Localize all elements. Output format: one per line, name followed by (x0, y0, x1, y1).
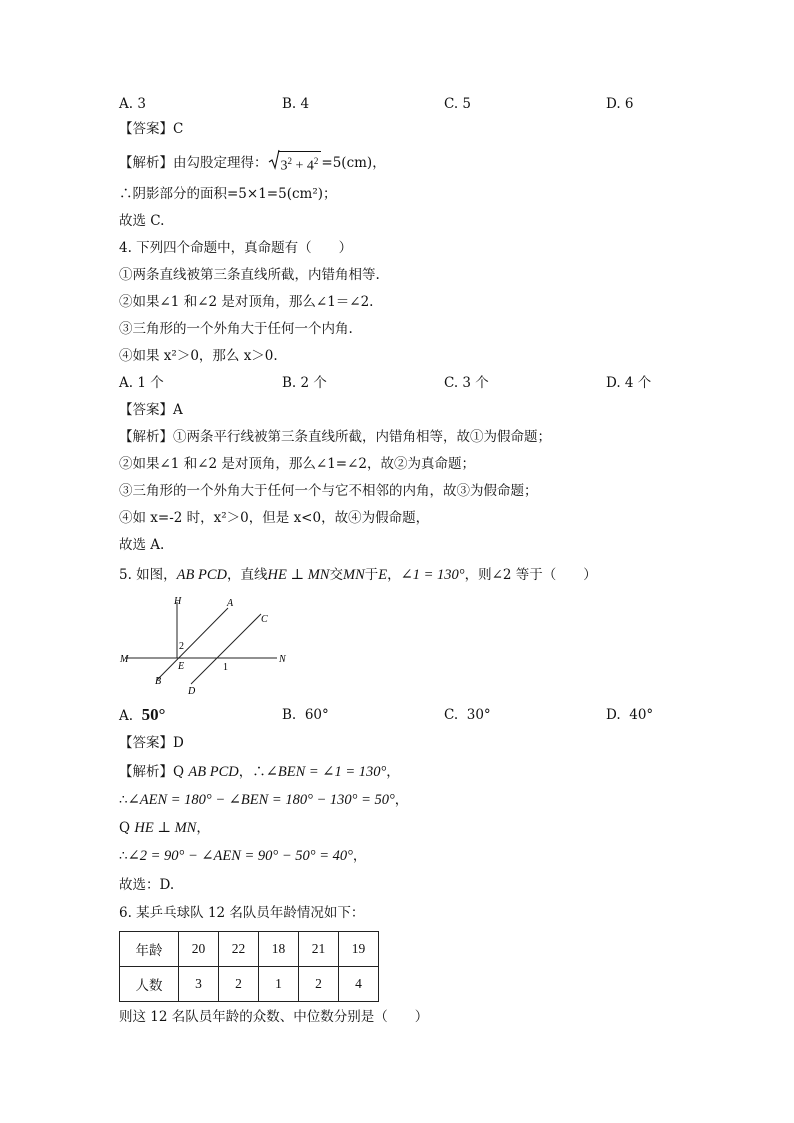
q5-stem-parallel: AB PCD (176, 567, 228, 583)
q5-option-a (119, 706, 165, 725)
q3-choose: 故选 C. (119, 213, 165, 229)
q5-option-c-letter: C. (444, 707, 459, 723)
q5-ana3c: ， (196, 820, 210, 836)
table-cell: 22 (219, 932, 259, 967)
q5-choose: 故选：D. (119, 877, 175, 893)
q4-item-4: ④如果 x²＞0，那么 x＞0. (119, 348, 278, 364)
radicand-b: 4 (306, 158, 314, 174)
q3-analysis (119, 151, 386, 176)
radicand-a: 3 (280, 158, 288, 174)
q5-option-a-letter: A. (119, 708, 134, 724)
table-cell: 21 (299, 932, 339, 967)
q5-ana2c: ， (394, 792, 409, 808)
q5-stem (119, 566, 597, 584)
q3-analysis-result: =5(cm)， (321, 154, 386, 171)
q5-analysis-head: 【解析】 (119, 764, 173, 780)
q5-option-b-value: 60° (304, 707, 329, 723)
q4-analysis-1: 【解析】①两条平行线被第三条直线所截，内错角相等，故①为假命题； (119, 429, 551, 445)
q5-option-b (282, 706, 329, 724)
label-h: H (174, 596, 182, 607)
q5-option-b-letter: B. (282, 707, 297, 723)
q4-analysis-2: ②如果∠1 和∠2 是对顶角，那么∠1=∠2，故②为真命题； (119, 456, 475, 472)
label-m: M (120, 654, 129, 665)
q3-area-line: ∴阴影部分的面积=5×1=5(cm²)； (119, 186, 337, 202)
table-row (120, 932, 379, 967)
line-cd (191, 614, 261, 684)
q6-stem: 6. 某乒乓球队 12 名队员年龄情况如下： (119, 905, 365, 921)
table-cell: 3 (179, 967, 219, 1002)
q5-analysis-4 (119, 847, 366, 865)
table-cell: 19 (339, 932, 379, 967)
q5-stem-e: E (378, 567, 388, 583)
q5-analysis-1 (119, 763, 400, 781)
q3-option-a: A. 3 (119, 96, 146, 112)
q5-option-c-value: 30° (466, 707, 491, 723)
q5-stem-g: ，则∠2 等于（ ） (464, 567, 597, 583)
q5-option-d-value: 40° (629, 707, 654, 723)
geometry-figure (115, 592, 300, 702)
q3-option-b: B. 4 (282, 96, 310, 112)
q3-option-d: D. 6 (606, 96, 634, 112)
table-cell: 2 (299, 967, 339, 1002)
q6-question: 则这 12 名队员年龄的众数、中位数分别是（ ） (119, 1009, 429, 1025)
q3-answer: 【答案】C (119, 121, 184, 137)
q5-analysis-2 (119, 791, 408, 809)
table-header-age: 年龄 (120, 932, 179, 967)
q5-stem-a: 5. 如图， (119, 567, 177, 583)
q5-stem-d: 于 (364, 567, 379, 583)
q4-analysis-3: ③三角形的一个外角大于任何一个与它不相邻的内角，故③为假命题； (119, 483, 538, 499)
table-cell: 1 (259, 967, 299, 1002)
table-cell: 4 (339, 967, 379, 1002)
exponent-b: 2 (313, 156, 319, 166)
q5-option-d-letter: D. (606, 707, 621, 723)
table-cell: 20 (179, 932, 219, 967)
q5-ana4c: ， (352, 848, 367, 864)
q5-analysis-3 (119, 819, 210, 837)
q5-answer: 【答案】D (119, 735, 184, 751)
table-header-count: 人数 (120, 967, 179, 1002)
q4-stem: 4. 下列四个命题中，真命题有（ ） (119, 240, 353, 256)
q5-ana4b: ∠2 = 90° − ∠AEN = 90° − 50° = 40° (127, 848, 353, 864)
q5-stem-b: ，直线 (227, 567, 268, 583)
table-cell: 2 (219, 967, 259, 1002)
q4-option-b: B. 2 个 (282, 375, 327, 391)
therefore-symbol-2: ∴ (119, 848, 128, 864)
line-ab (157, 608, 228, 680)
q3-option-c: C. 5 (444, 96, 472, 112)
label-n: N (279, 654, 286, 665)
q5-stem-angle: ∠1 = 130° (400, 567, 465, 583)
label-c: C (261, 614, 268, 625)
q5-option-d (606, 706, 653, 724)
q5-stem-f: ， (387, 567, 401, 583)
q4-item-3: ③三角形的一个外角大于任何一个内角. (119, 321, 353, 337)
q4-item-2: ②如果∠1 和∠2 是对顶角，那么∠1＝∠2. (119, 294, 374, 310)
q5-ana1d: ， (386, 764, 400, 780)
table-cell: 18 (259, 932, 299, 967)
age-table (119, 931, 379, 1002)
q5-stem-mn: MN (342, 567, 365, 583)
q3-analysis-prefix: 【解析】由勾股定理得： (119, 154, 268, 171)
q4-option-a: A. 1 个 (119, 375, 164, 391)
q4-item-1: ①两条直线被第三条直线所截，内错角相等. (119, 267, 380, 283)
q4-option-c: C. 3 个 (444, 375, 489, 391)
plus-sign: + (295, 158, 304, 174)
q5-stem-perp: HE ⊥ MN (267, 567, 330, 583)
q5-ana1a: AB PCD (188, 764, 239, 780)
label-b: B (155, 676, 162, 687)
q5-option-c (444, 706, 491, 724)
q4-choose: 故选 A. (119, 537, 165, 553)
radical-sign-icon (268, 149, 280, 171)
therefore-symbol: ∴ (119, 792, 128, 808)
q5-option-a-value: 50° (141, 705, 166, 724)
q5-ana3b: HE ⊥ MN (134, 820, 197, 836)
because-symbol-2: Q (119, 820, 131, 836)
label-e: E (178, 661, 185, 672)
sqrt-expression (268, 151, 322, 176)
label-angle-1: 1 (223, 662, 228, 673)
q5-stem-c: 交 (329, 567, 343, 583)
table-row (120, 967, 379, 1002)
q5-ana2b: ∠AEN = 180° − ∠BEN = 180° − 130° = 50° (127, 792, 395, 808)
q4-analysis-4: ④如 x=-2 时，x²＞0，但是 x<0，故④为假命题， (119, 510, 430, 526)
q5-ana1b: ，∴ (238, 764, 266, 780)
because-symbol: Q (173, 764, 185, 780)
q4-option-d: D. 4 个 (606, 375, 652, 391)
exponent-a: 2 (287, 156, 292, 166)
label-angle-2: 2 (179, 641, 184, 652)
label-a: A (227, 598, 234, 609)
label-d: D (188, 686, 196, 697)
q5-ana1c: ∠BEN = ∠1 = 130° (265, 764, 387, 780)
q4-answer: 【答案】A (119, 402, 183, 418)
